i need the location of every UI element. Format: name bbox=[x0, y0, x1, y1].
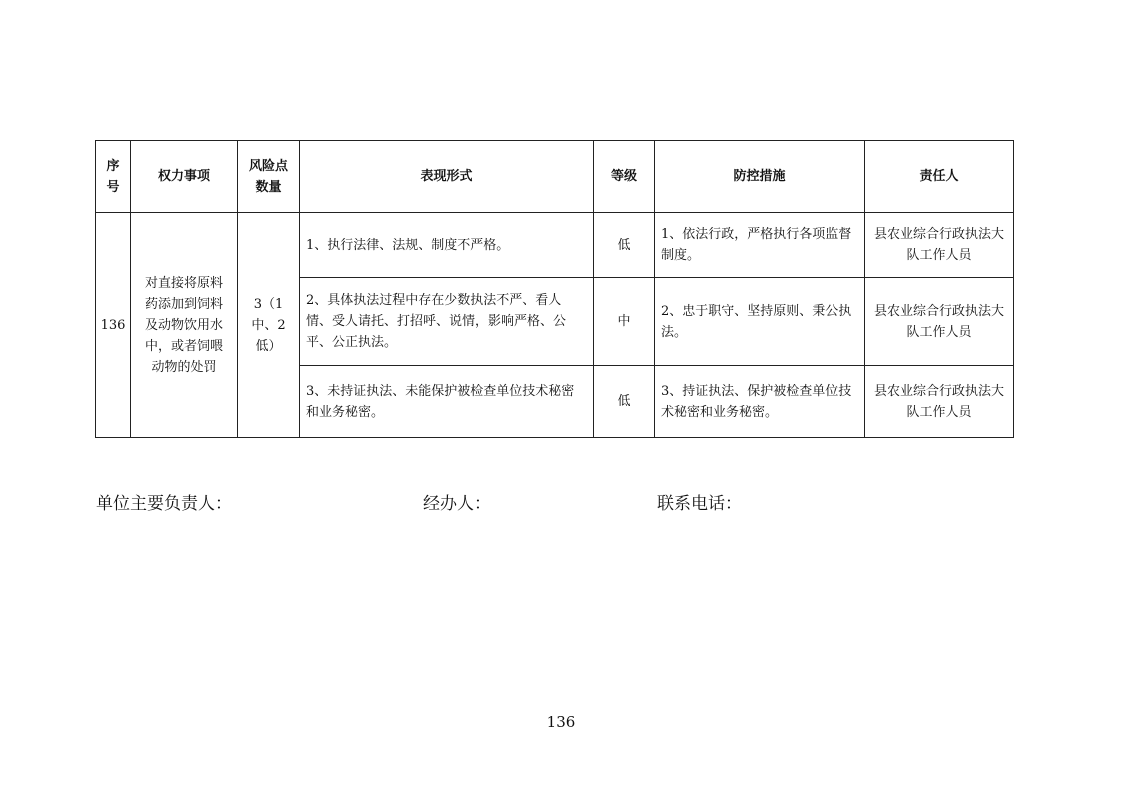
footer-handler: 经办人： bbox=[423, 494, 491, 514]
table-header-row bbox=[96, 141, 1014, 213]
header-owner: 责任人 bbox=[865, 141, 1014, 213]
cell-owner: 县农业综合行政执法大队工作人员 bbox=[865, 278, 1014, 366]
header-seq-line-1: 序 bbox=[106, 158, 120, 174]
header-risk-count-line-1: 风险点 bbox=[248, 158, 288, 174]
cell-measure: 3、持证执法、保护被检查单位技术秘密和业务秘密。 bbox=[655, 366, 865, 438]
header-form: 表现形式 bbox=[300, 141, 594, 213]
header-risk-count bbox=[238, 141, 300, 213]
header-matter: 权力事项 bbox=[131, 141, 238, 213]
table-row bbox=[96, 213, 1014, 278]
page-number: 136 bbox=[546, 713, 576, 731]
header-measure: 防控措施 bbox=[655, 141, 865, 213]
cell-owner: 县农业综合行政执法大队工作人员 bbox=[865, 213, 1014, 278]
cell-level: 中 bbox=[594, 278, 655, 366]
cell-risk-count: 3（1中、2低） bbox=[238, 213, 300, 438]
cell-level: 低 bbox=[594, 366, 655, 438]
cell-owner: 县农业综合行政执法大队工作人员 bbox=[865, 366, 1014, 438]
cell-form: 2、具体执法过程中存在少数执法不严、看人情、受人请托、打招呼、说情，影响严格、公平、公正执法。 bbox=[300, 278, 594, 366]
risk-table bbox=[95, 140, 1014, 438]
cell-matter: 对直接将原料药添加到饲料及动物饮用水中，或者饲喂动物的处罚 bbox=[131, 213, 238, 438]
header-risk-count-line-2: 数量 bbox=[255, 179, 282, 195]
footer-unit-head: 单位主要负责人： bbox=[96, 494, 232, 514]
cell-form: 3、未持证执法、未能保护被检查单位技术秘密和业务秘密。 bbox=[300, 366, 594, 438]
cell-seq: 136 bbox=[96, 213, 131, 438]
cell-level: 低 bbox=[594, 213, 655, 278]
header-seq-line-2: 号 bbox=[106, 179, 120, 195]
cell-measure: 1、依法行政，严格执行各项监督制度。 bbox=[655, 213, 865, 278]
header-level: 等级 bbox=[594, 141, 655, 213]
footer-phone: 联系电话： bbox=[657, 494, 742, 514]
cell-form: 1、执行法律、法规、制度不严格。 bbox=[300, 213, 594, 278]
cell-measure: 2、忠于职守、坚持原则、秉公执法。 bbox=[655, 278, 865, 366]
header-seq bbox=[96, 141, 131, 213]
